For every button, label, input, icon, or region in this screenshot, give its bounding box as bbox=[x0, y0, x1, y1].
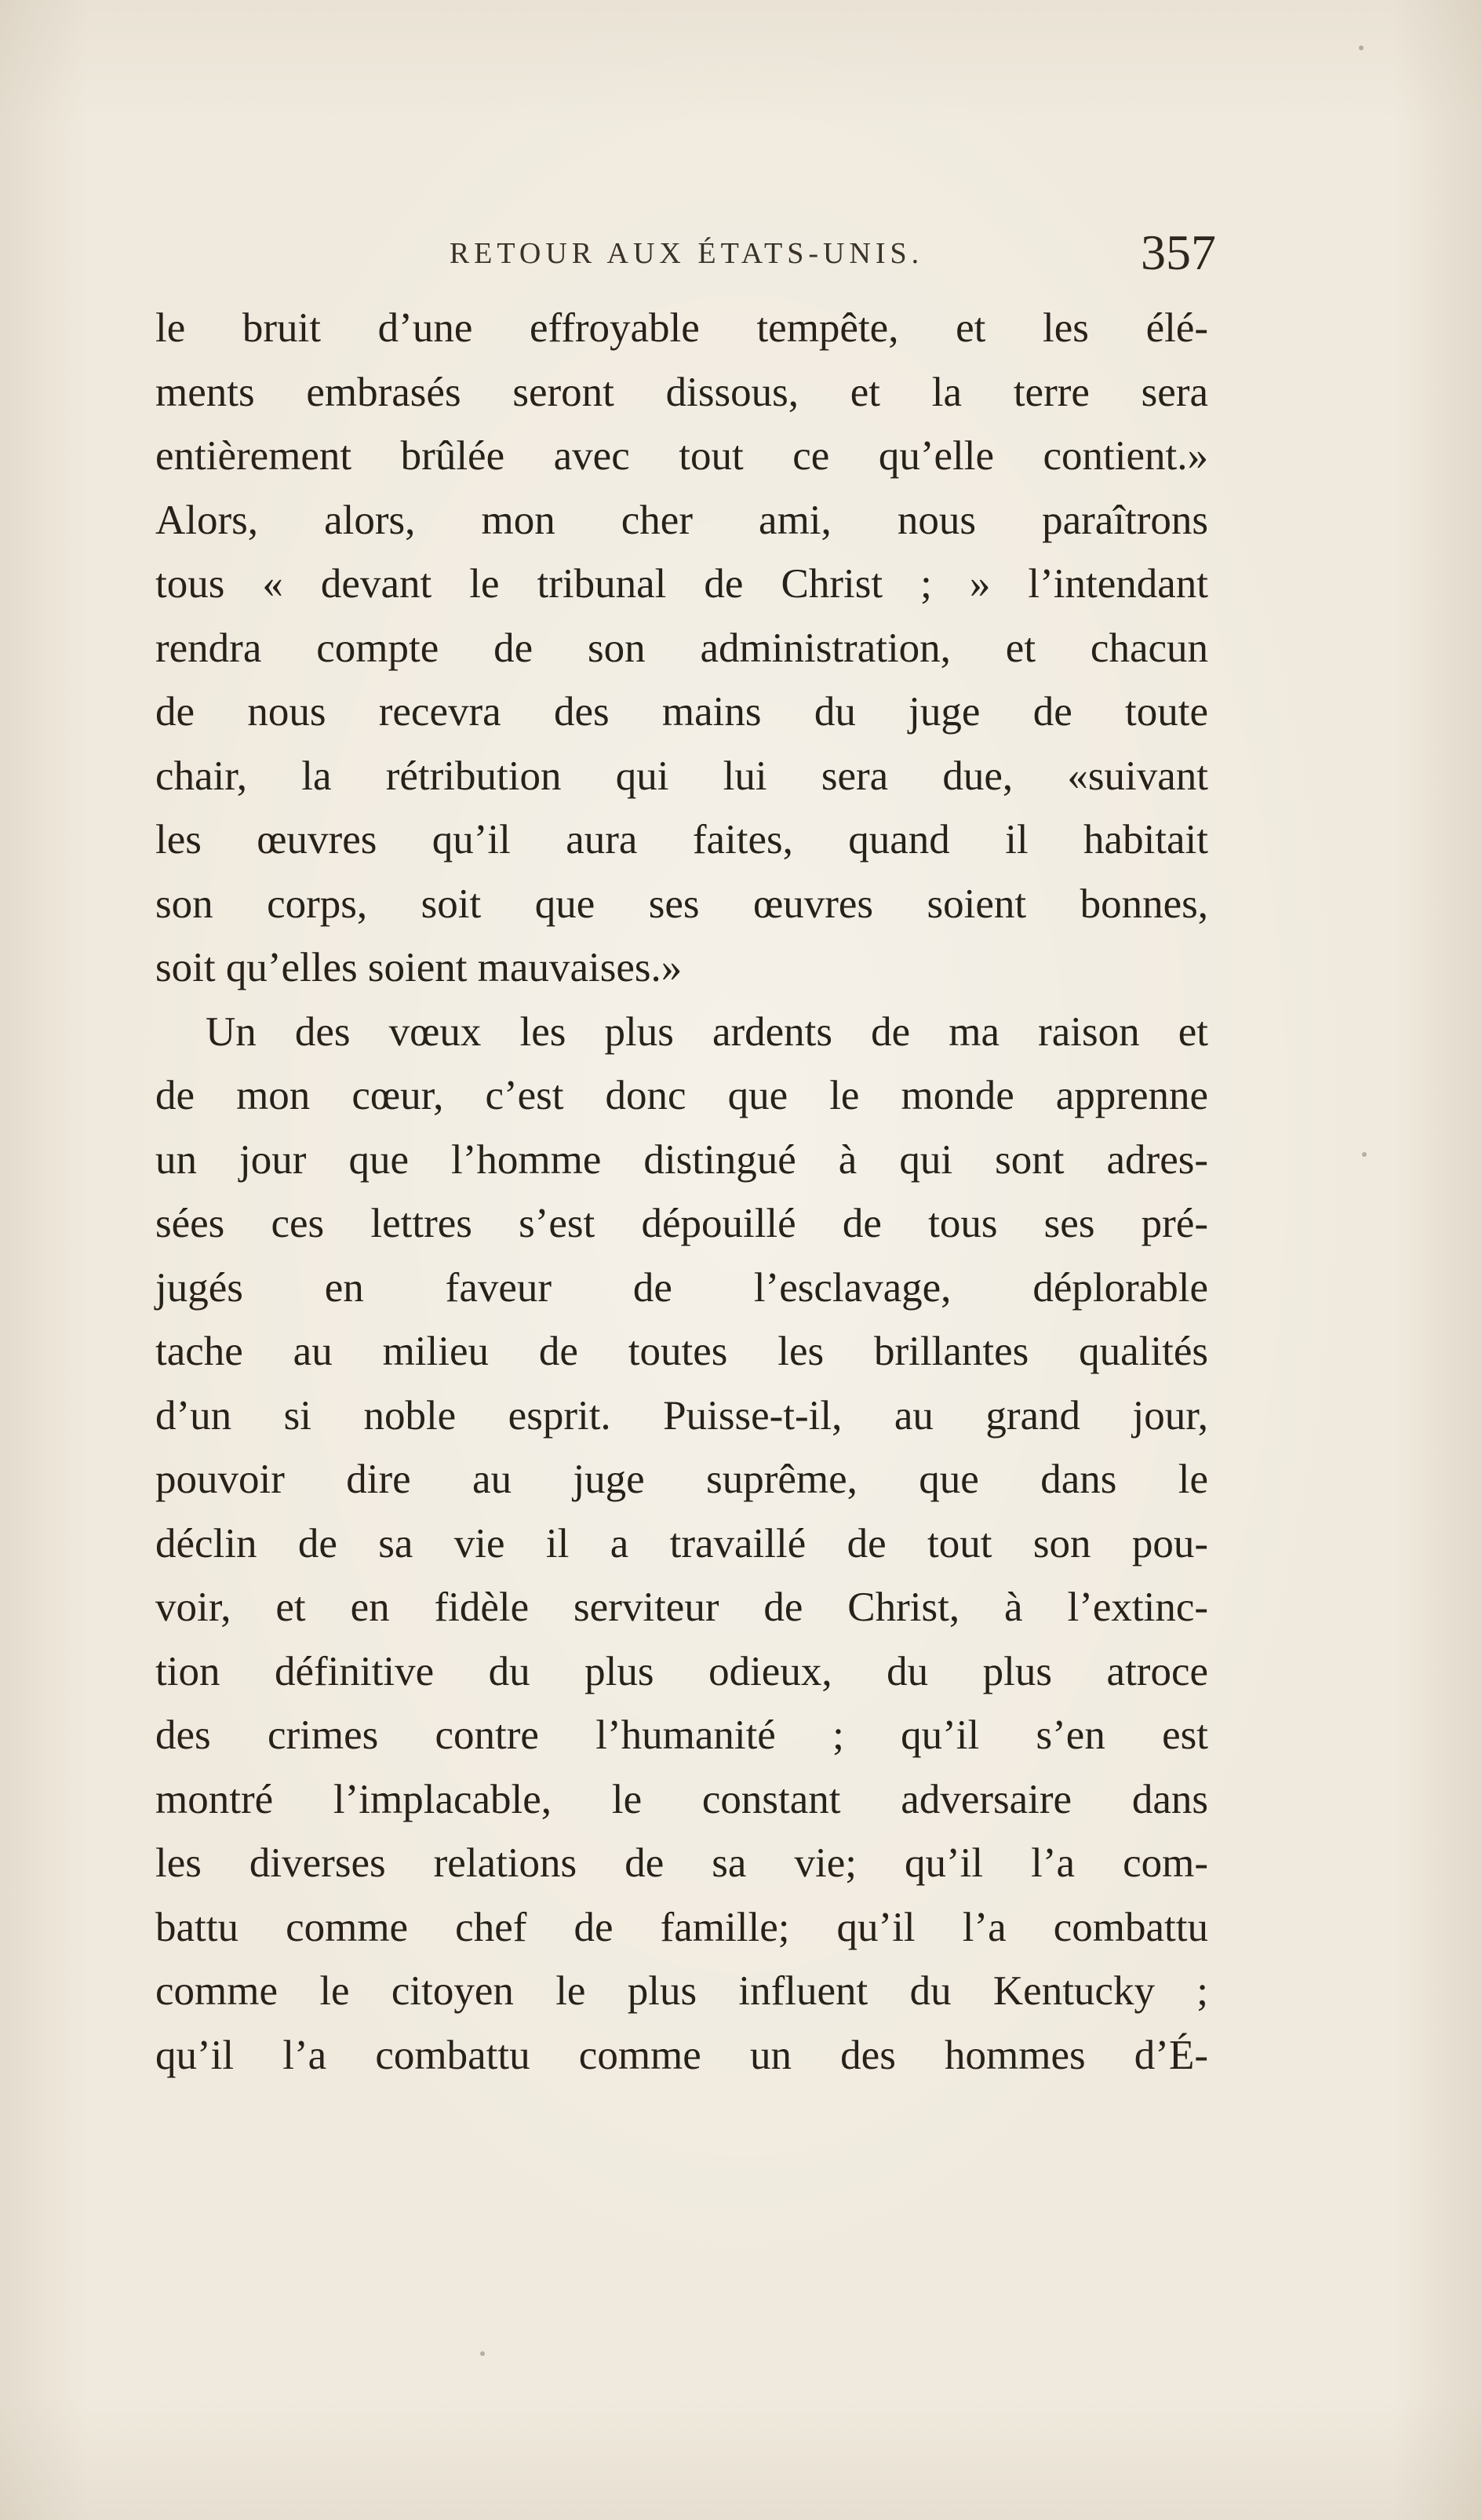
text-line: déclin de sa vie il a travaillé de tout son pou- bbox=[155, 1520, 1208, 1566]
text-line: tous « devant le tribunal de Christ ; » l’intendant bbox=[155, 561, 1208, 607]
text-line: des crimes contre l’humanité ; qu’il s’en est bbox=[155, 1712, 1208, 1758]
text-line: son corps, soit que ses œuvres soient bonnes, bbox=[155, 881, 1208, 927]
text-line: soit qu’elles soient mauvaises.» bbox=[155, 945, 683, 990]
text-line: chair, la rétribution qui lui sera due, «suivant bbox=[155, 753, 1208, 799]
text-line: les œuvres qu’il aura faites, quand il habitait bbox=[155, 817, 1208, 862]
text-line: jugés en faveur de l’esclavage, déplorable bbox=[155, 1264, 1208, 1311]
text-line: sées ces lettres s’est dépouillé de tous ses pré- bbox=[155, 1201, 1208, 1246]
text-line: battu comme chef de famille; qu’il l’a combattu bbox=[155, 1904, 1208, 1950]
paper-speck bbox=[480, 2351, 485, 2356]
paper-speck bbox=[1362, 1152, 1367, 1157]
running-title: RETOUR AUX ÉTATS-UNIS. bbox=[449, 237, 924, 270]
text-line: de nous recevra des mains du juge de toute bbox=[155, 689, 1208, 735]
text-line: qu’il l’a combattu comme un des hommes d’É- bbox=[155, 2032, 1208, 2078]
text-line: montré l’implacable, le constant adversaire dans bbox=[155, 1776, 1208, 1822]
text-line: tion définitive du plus odieux, du plus atroce bbox=[155, 1648, 1208, 1694]
text-line: pouvoir dire au juge suprême, que dans le bbox=[155, 1457, 1208, 1502]
text-line: voir, et en fidèle serviteur de Christ, à l’extinc- bbox=[155, 1585, 1208, 1630]
text-line: rendra compte de son administration, et chacun bbox=[155, 625, 1208, 671]
page-number: 357 bbox=[1141, 224, 1216, 280]
text-line: le bruit d’une effroyable tempête, et les élé- bbox=[155, 305, 1208, 351]
text-line: Alors, alors, mon cher ami, nous paraîtrons bbox=[155, 497, 1208, 543]
text-line: tache au milieu de toutes les brillantes qualités bbox=[155, 1329, 1208, 1374]
text-line: un jour que l’homme distingué à qui sont adres- bbox=[155, 1136, 1208, 1183]
paragraph-start-line: Un des vœux les plus ardents de ma raison et bbox=[206, 1008, 1208, 1055]
text-line: de mon cœur, c’est donc que le monde apprenne bbox=[155, 1073, 1208, 1118]
paper-speck bbox=[1359, 46, 1364, 50]
text-line: d’un si noble esprit. Puisse-t-il, au grand jour, bbox=[155, 1392, 1208, 1439]
running-head bbox=[157, 224, 1216, 294]
body-text bbox=[155, 297, 1208, 2088]
text-line: entièrement brûlée avec tout ce qu’elle contient.» bbox=[155, 433, 1208, 479]
text-line: comme le citoyen le plus influent du Kentucky ; bbox=[155, 1968, 1208, 2014]
text-line: ments embrasés seront dissous, et la terre sera bbox=[155, 369, 1208, 415]
text-line: les diverses relations de sa vie; qu’il l’a com- bbox=[155, 1840, 1208, 1886]
